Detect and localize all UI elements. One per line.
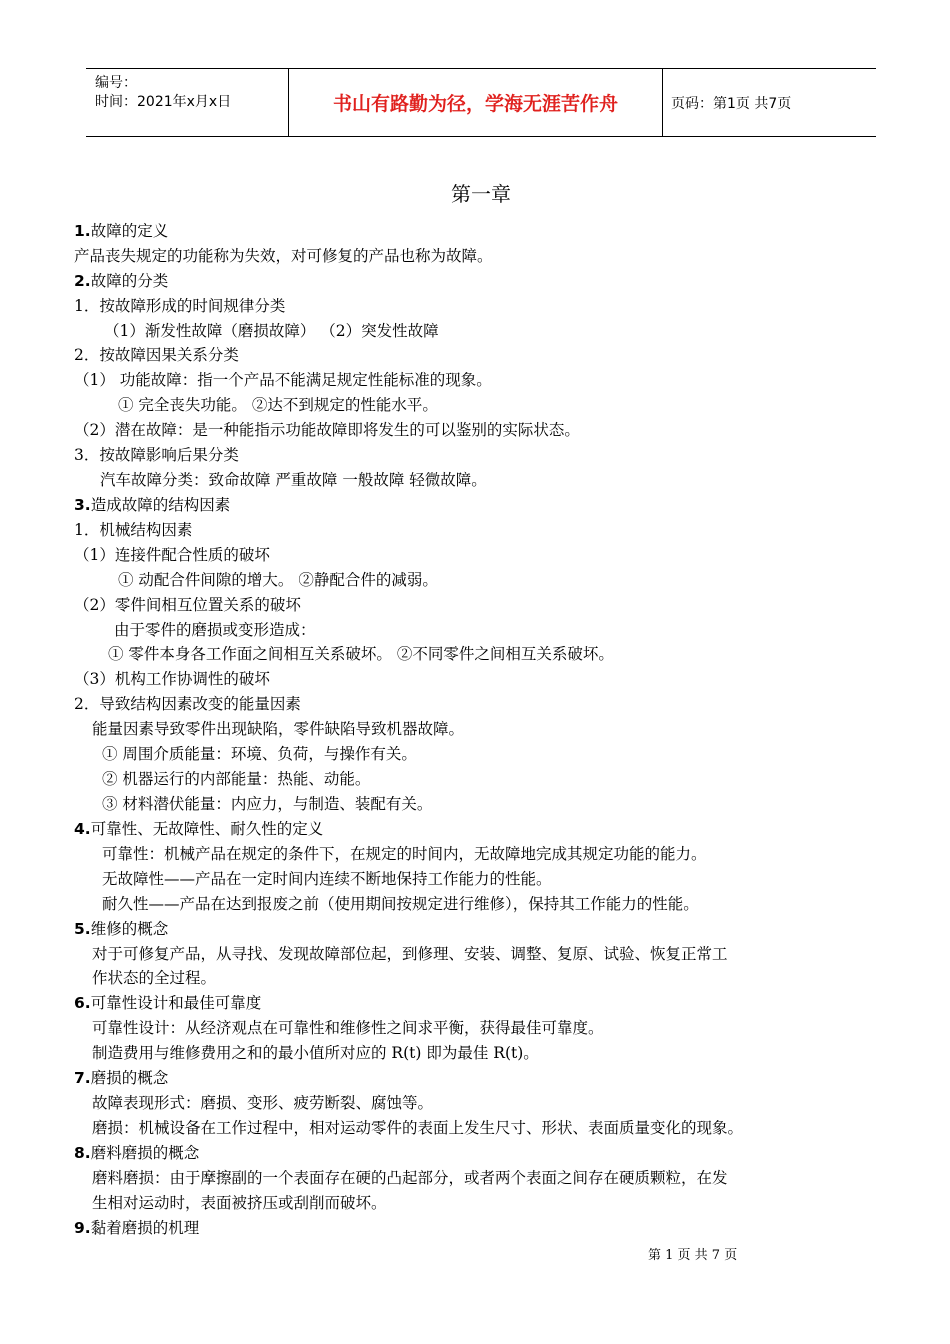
- body-line: ① 周围介质能量：环境、负荷，与操作有关。: [102, 745, 417, 763]
- header-meta: [86, 69, 288, 136]
- body-line: （2）潜在故障：是一种能指示功能故障即将发生的可以鉴别的实际状态。: [74, 421, 580, 439]
- section-heading: 3.造成故障的结构因素: [74, 496, 231, 514]
- body-line: 3．按故障影响后果分类: [74, 446, 239, 464]
- body-line: 产品丧失规定的功能称为失效，对可修复的产品也称为故障。: [74, 247, 493, 265]
- body-line: 2．按故障因果关系分类: [74, 346, 239, 364]
- section-heading: 5.维修的概念: [74, 920, 169, 938]
- body-line: 耐久性——产品在达到报废之前（使用期间按规定进行维修），保持其工作能力的性能。: [102, 895, 699, 913]
- body-line: 可靠性：机械产品在规定的条件下，在规定的时间内，无故障地完成其规定功能的能力。: [102, 845, 707, 863]
- section-heading: 2.故障的分类: [74, 272, 169, 290]
- section-heading: 6.可靠性设计和最佳可靠度: [74, 994, 262, 1012]
- section-heading: 7.磨损的概念: [74, 1069, 169, 1087]
- body-line: 能量因素导致零件出现缺陷，零件缺陷导致机器故障。: [92, 720, 465, 738]
- section-heading: 4.可靠性、无故障性、耐久性的定义: [74, 820, 324, 838]
- body-line: 1．按故障形成的时间规律分类: [74, 297, 286, 315]
- body-line: 磨料磨损：由于摩擦副的一个表面存在硬的凸起部分，或者两个表面之间存在硬质颗粒，在发: [92, 1169, 728, 1187]
- body-line: ① 完全丧失功能。 ②达不到规定的性能水平。: [118, 396, 438, 414]
- body-line: 无故障性——产品在一定时间内连续不断地保持工作能力的性能。: [102, 870, 552, 888]
- body-line: 2．导致结构因素改变的能量因素: [74, 695, 301, 713]
- body-line: 故障表现形式：磨损、变形、疲劳断裂、腐蚀等。: [92, 1094, 434, 1112]
- body-line: 汽车故障分类：致命故障 严重故障 一般故障 轻微故障。: [100, 471, 487, 489]
- header-number-label: 编号：: [95, 75, 137, 91]
- page-header: [86, 68, 876, 137]
- section-heading: 8.磨料磨损的概念: [74, 1144, 200, 1162]
- body-line: ① 零件本身各工作面之间相互关系破坏。 ②不同零件之间相互关系破坏。: [108, 645, 614, 663]
- body-line: ② 机器运行的内部能量：热能、动能。: [102, 770, 371, 788]
- body-line: （1）渐发性故障（磨损故障） （2）突发性故障: [104, 322, 439, 340]
- section-heading: 1.故障的定义: [74, 222, 169, 240]
- body-line: 由于零件的磨损或变形造成：: [114, 621, 316, 639]
- header-time-label: 时间：2021年x月x日: [95, 94, 232, 110]
- body-line: （1） 功能故障：指一个产品不能满足规定性能标准的现象。: [74, 371, 492, 389]
- body-line: 可靠性设计：从经济观点在可靠性和维修性之间求平衡，获得最佳可靠度。: [92, 1019, 604, 1037]
- body-line: （1）连接件配合性质的破坏: [74, 546, 270, 564]
- body-line: 生相对运动时，表面被挤压或刮削而破坏。: [92, 1194, 387, 1212]
- section-heading: 9.黏着磨损的机理: [74, 1219, 200, 1237]
- body-line: 磨损：机械设备在工作过程中，相对运动零件的表面上发生尺寸、形状、表面质量变化的现象。: [92, 1119, 744, 1137]
- body-line: ③ 材料潜伏能量：内应力，与制造、装配有关。: [102, 795, 433, 813]
- body-line: 1．机械结构因素: [74, 521, 193, 539]
- body-line: ① 动配合件间隙的增大。 ②静配合件的减弱。: [118, 571, 438, 589]
- body-line: 制造费用与维修费用之和的最小值所对应的 R(t) 即为最佳 R(t)。: [92, 1044, 539, 1062]
- body-line: 作状态的全过程。: [92, 969, 217, 987]
- header-page-label: 页码：第1页 共7页: [671, 95, 792, 112]
- body-line: 对于可修复产品，从寻找、发现故障部位起，到修理、安装、调整、复原、试验、恢复正常工: [92, 945, 728, 963]
- body-line: （3）机构工作协调性的破坏: [74, 670, 270, 688]
- header-motto: 书山有路勤为径，学海无涯苦作舟: [288, 69, 663, 136]
- page-footer: 第 1 页 共 7 页: [648, 1248, 738, 1263]
- body-line: （2）零件间相互位置关系的破坏: [74, 596, 301, 614]
- chapter-title: 第一章: [451, 182, 511, 206]
